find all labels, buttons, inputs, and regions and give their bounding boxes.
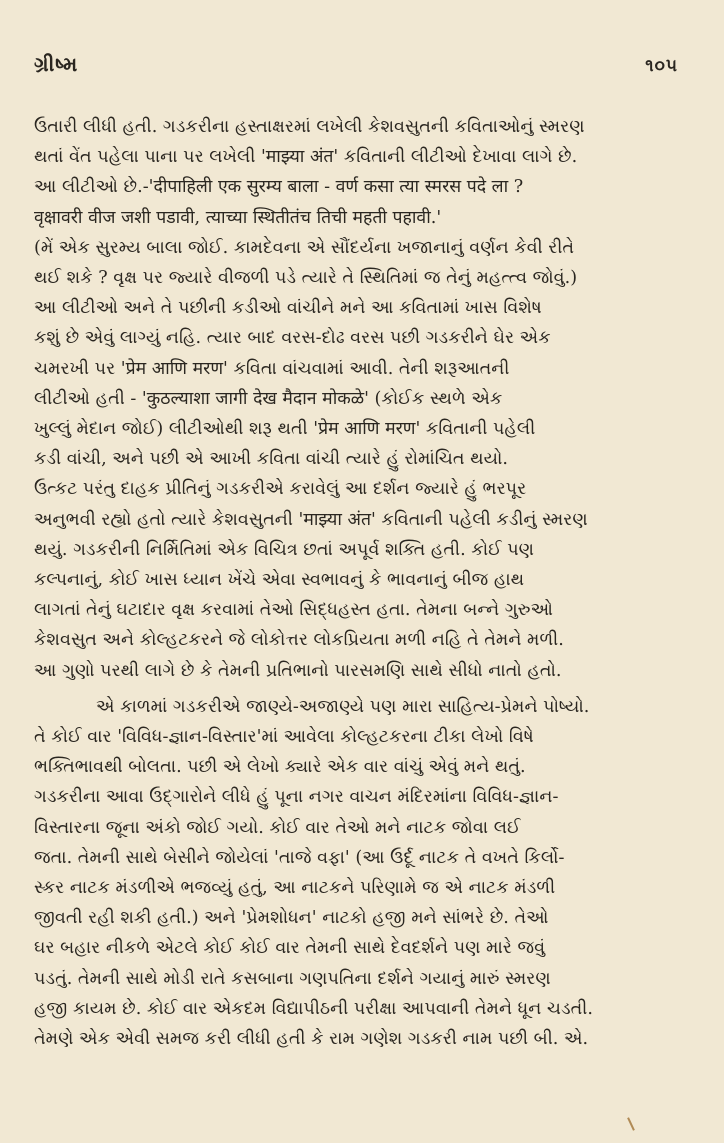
text-line: ખુલ્લું મેદાન જોઈ) લીટીઓથી શરૂ થતી 'प्रेम आणि मरण' કવિતાની પહેલી: [34, 419, 536, 440]
text-line: વિસ્તારના જૂના અંકો જોઈ ગયો. કોઈ વાર તેઓ મને નાટક જોવા લઈ: [34, 817, 521, 838]
text-line: આ લીટીઓ છે.-'दीपाहिली एक सुरम्य बाला - वर्ण कसा त्या स्मरस पदे ला ?: [34, 177, 524, 198]
text-line: કેશવસુત અને કોલ્હટકરને જે લોકોત્તર લોકપ્રિયતા મળી નહિ તે તેમને મળી.: [34, 630, 564, 651]
text-line: જતા. તેમની સાથે બેસીને જોયેલાં 'તાજે વફા' (આ ઉર્દૂ નાટક તે વખતે કિર્લો-: [34, 847, 565, 868]
ink-mark: [627, 1117, 635, 1131]
paragraph-1: [34, 112, 678, 686]
body-text: [34, 112, 678, 1054]
text-line: ઉત્કટ પરંતુ દાહક પ્રીતિનું ગડકરીએ કરાવેલું આ દર્શન જ્યારે હું ભરપૂર: [34, 479, 527, 500]
text-line: ભક્તિભાવથી બોલતા. પછી એ લેખો ક્યારે એક વાર વાંચું એવું મને થતું.: [34, 757, 526, 778]
text-line: કલ્પનાનું, કોઈ ખાસ ધ્યાન ખેંચે એવા સ્વભાવનું કે ભાવનાનું બીજ હાથ: [34, 570, 525, 591]
text-line: લીટીઓ હતી - 'कुठल्याशा जागी देख मैदान मोकळे' (કોઈક સ્થળે એક: [34, 388, 503, 409]
page-number: ૧૦૫: [645, 56, 678, 76]
text-line: થતાં વેંત પહેલા પાના પર લખેલી 'माझ्या अंत' કવિતાની લીટીઓ દેખાવા લાગે છે.: [34, 147, 578, 168]
text-line: તે કોઈ વાર 'વિવિધ-જ્ઞાન-વિસ્તાર'માં આવેલા કોલ્હટકરના ટીકા લેખો વિષે: [34, 727, 534, 748]
text-line: અનુભવી રહ્યો હતો ત્યારે કેશવસુતની 'माझ्या अंत' કવિતાની પહેલી કડીનું સ્મરણ: [34, 509, 588, 530]
text-line: કશું છે એવું લાગ્યું નહિ. ત્યાર બાદ વરસ-દોઢ વરસ પછી ગડકરીને ઘેર એક: [34, 328, 551, 349]
text-line: થઈ શકે ? વૃક્ષ પર જ્યારે વીજળી પડે ત્યારે તે સ્થિતિમાં જ તેનું મહત્ત્વ જોવું.): [34, 268, 578, 289]
text-line: હજી કાયમ છે. કોઈ વાર એકદમ વિદ્યાપીઠની પરીક્ષા આપવાની તેમને ધૂન ચડતી.: [34, 998, 593, 1019]
text-line: સ્કર નાટક મંડળીએ ભજવ્યું હતું, આ નાટકને પરિણામે જ એ નાટક મંડળી: [34, 878, 556, 899]
text-line: ગડકરીના આવા ઉદ્ગારોને લીધે હું પૂના નગર વાચન મંદિરમાંના વિવિધ-જ્ઞાન-: [34, 787, 559, 808]
text-line: આ ગુણો પરથી લાગે છે કે તેમની પ્રતિભાનો પારસમણિ સાથે સીધો નાતો હતો.: [34, 660, 562, 681]
text-line: થયું. ગડકરીની નિર્મિતિમાં એક વિચિત્ર છતાં અપૂર્વ શક્તિ હતી. કોઈ પણ: [34, 539, 535, 560]
text-line: (મેં એક સુરમ્ય બાલા જોઈ. કામદેવના એ સૌંદર્યના ખજાનાનું વર્ણન કેવી રીતે: [34, 237, 575, 258]
text-line: લાગતાં તેનું ઘટાદાર વૃક્ષ કરવામાં તેઓ સિદ્ધહસ્ત હતા. તેમના બન્ને ગુરુઓ: [34, 600, 553, 621]
text-line: કડી વાંચી, અને પછી એ આખી કવિતા વાંચી ત્યારે હું રોમાંચિત થયો.: [34, 449, 508, 470]
text-line: આ લીટીઓ અને તે પછીની કડીઓ વાંચીને મને આ કવિતામાં ખાસ વિશેષ: [34, 298, 542, 319]
text-line: वृक्षावरी वीज जशी पडावी, त्याच्या स्थितीतंच तिची महती पहावी.': [34, 207, 442, 228]
text-line: ચમરખી પર 'प्रेम आणि मरण' કવિતા વાંચવામાં આવી. તેની શરૂઆતની: [34, 358, 510, 379]
paragraph-2: [34, 692, 678, 1054]
page-header: [34, 52, 678, 76]
text-line: એ કાળમાં ગડકરીએ જાણ્યે-અજાણ્યે પણ મારા સાહિત્ય-પ્રેમને પોષ્યો.: [96, 696, 590, 717]
text-line: ઉતારી લીધી હતી. ગડકરીના હસ્તાક્ષરમાં લખેલી કેશવસુતની કવિતાઓનું સ્મરણ: [34, 117, 585, 137]
text-line: ઘર બહાર નીકળે એટલે કોઈ કોઈ વાર તેમની સાથે દેવદર્શને પણ મારે જવું: [34, 938, 546, 959]
text-line: તેમણે એક એવી સમજ કરી લીધી હતી કે રામ ગણેશ ગડકરી નામ પછી બી. એ.: [34, 1029, 589, 1050]
text-line: જીવતી રહી શકી હતી.) અને 'પ્રેમશોધન' નાટકો હજી મને સાંભરે છે. તેઓ: [34, 908, 549, 929]
running-head: ગ્રીષ્મ: [34, 52, 79, 76]
text-line: પડતું. તેમની સાથે મોડી રાતે કસબાના ગણપતિના દર્શને ગયાનું મારું સ્મરણ: [34, 968, 551, 989]
